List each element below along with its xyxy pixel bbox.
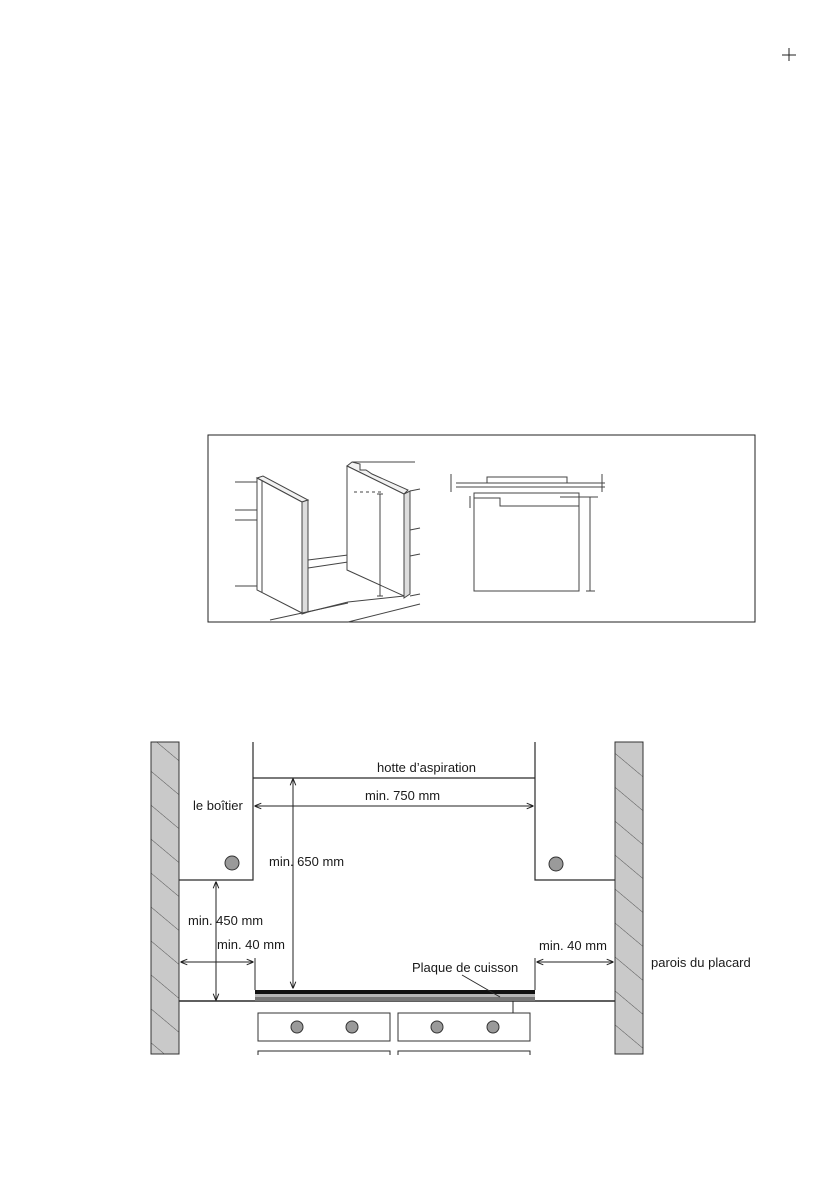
- cabinet-knob: [225, 856, 239, 870]
- cabinet-knob: [549, 857, 563, 871]
- cabinet-height-label: min. 450 mm: [188, 913, 264, 928]
- left-cupboard-wall: [151, 742, 179, 1054]
- cabinet-label: le boîtier: [193, 798, 243, 813]
- lower-units: [258, 1001, 530, 1055]
- cutout-figure: [208, 435, 755, 622]
- hood-label: hotte d’aspiration: [377, 760, 477, 775]
- clearance-diagram: [151, 742, 751, 1055]
- cutout-section-sketch: [451, 474, 605, 591]
- worktop-perspective-sketch: [235, 462, 420, 622]
- hob-label: Plaque de cuisson: [412, 960, 519, 975]
- hood-height-label: min. 650 mm: [269, 854, 345, 869]
- right-cupboard-wall: [615, 742, 643, 1054]
- page-corner-mark: [782, 48, 796, 61]
- right-clearance-label: min. 40 mm: [539, 938, 607, 953]
- right-wall-cabinet: [535, 742, 615, 880]
- left-clearance-label: min. 40 mm: [217, 937, 285, 952]
- width-label: min. 750 mm: [365, 788, 441, 803]
- cupboard-walls-label: parois du placard: [651, 955, 751, 970]
